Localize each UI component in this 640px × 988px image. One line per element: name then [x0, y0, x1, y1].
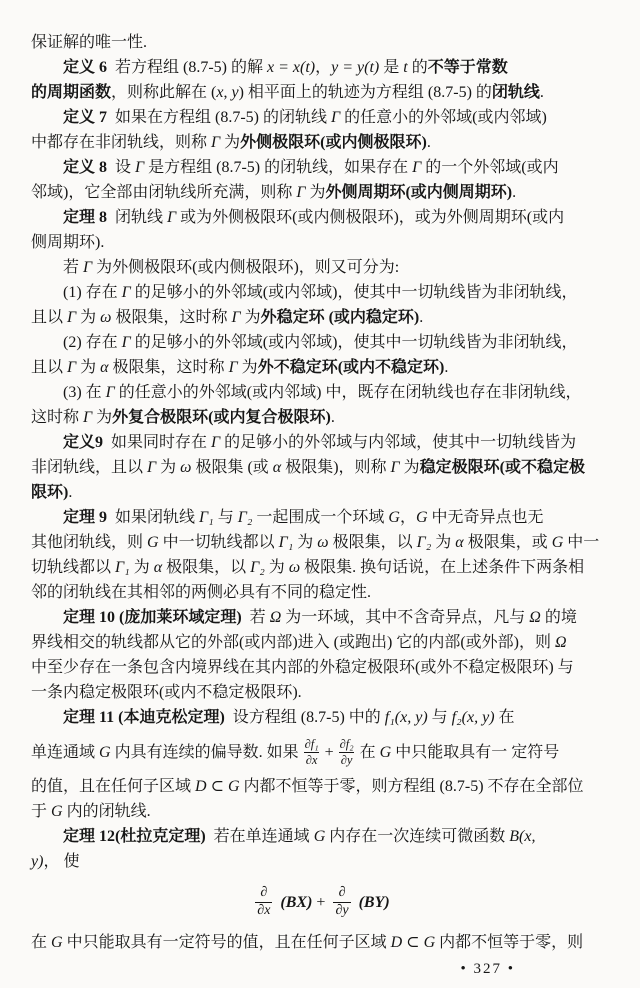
text-segment: Γ	[167, 209, 177, 226]
fraction: $\frac{\partial}{\partial y}$	[335, 885, 349, 918]
text-segment: Γ	[83, 259, 93, 276]
line-thm12-2	[31, 849, 610, 874]
text-segment: α	[100, 359, 109, 376]
text-segment: 限环)	[31, 484, 69, 501]
text-segment: 非闭轨线，且以	[31, 459, 148, 476]
line-thm11-2	[31, 730, 610, 774]
text-segment: ，则称此解在 (	[111, 84, 217, 101]
text-segment: Γ	[105, 384, 115, 401]
text-segment: 保证解的唯一性.	[31, 34, 148, 51]
text-segment: .	[419, 309, 424, 326]
fraction: $\frac{\text{∂f₁}}{\partial x}$	[304, 737, 319, 767]
text-segment: Γ₁	[115, 559, 130, 576]
fraction: $\frac{\partial}{\partial x}$	[257, 885, 271, 918]
text-segment: t	[403, 59, 408, 76]
text-segment: Γ	[390, 459, 400, 476]
text-segment: 外复合极限环(或内复合极限环)	[112, 409, 331, 426]
text-segment: x = x(t)	[267, 59, 316, 76]
text-segment: 极限集，以	[162, 559, 251, 576]
text-segment: 内存在一次连续可微函数	[325, 828, 510, 845]
line-thm9-1	[31, 505, 610, 530]
text-segment: Γ	[147, 459, 157, 476]
line-def8-1	[31, 155, 610, 180]
text-segment: ， 使	[43, 853, 80, 870]
text-segment: 极限集)，则称	[281, 459, 391, 476]
text-segment: 于	[31, 803, 52, 820]
text-segment: G	[99, 743, 111, 761]
page-number: • 327 •	[460, 961, 515, 977]
text-segment: 且以	[31, 309, 68, 326]
text-segment: 定理 8	[63, 209, 108, 226]
line-dulac-formula	[31, 878, 610, 926]
text-segment: f₂(x, y)	[451, 709, 495, 726]
text-segment: Γ	[412, 159, 422, 176]
text-segment: 定理 9	[63, 509, 108, 526]
text-segment: 外侧周期环(或内侧周期环)	[325, 184, 513, 201]
text-segment: 的	[407, 59, 428, 76]
text-segment: +	[312, 893, 330, 911]
text-segment: 在	[31, 934, 52, 951]
text-segment: 或为外侧极限环(或内侧极限环)，或为外侧周期环(或内	[176, 209, 565, 226]
text-segment: 为外侧极限环(或内侧极限环)，则又可分为:	[92, 259, 400, 276]
text-segment: 的足够小的外邻域(或内邻域)，使其中一切轨线皆为非闭轨线，	[130, 284, 578, 301]
text-segment: 闭轨线	[491, 84, 540, 101]
text-segment: Γ	[211, 434, 221, 451]
text-segment: 与	[213, 509, 238, 526]
text-segment: 与	[427, 709, 452, 726]
text-segment: Ω	[529, 609, 541, 626]
text-segment: Γ	[67, 359, 77, 376]
line-thm10-1	[31, 605, 610, 630]
text-segment: 一起围成一个环域	[252, 509, 389, 526]
text-segment: ，	[399, 509, 416, 526]
text-segment: 在	[359, 743, 380, 761]
text-segment: 极限集，这时称	[111, 309, 232, 326]
text-segment: Γ	[231, 309, 241, 326]
text-segment: Γ₁	[278, 534, 294, 551]
text-segment: (BX)	[280, 893, 313, 911]
text-segment: 的值，且在任何子区域	[31, 778, 196, 795]
line-def8-2	[31, 180, 610, 205]
text-segment: 定理 12(杜拉克定理)	[63, 828, 206, 845]
line-def6-2	[31, 80, 610, 105]
text-segment: .	[444, 359, 449, 376]
text-segment: G	[51, 803, 63, 820]
text-segment: y = y(t)	[331, 59, 380, 76]
text-segment: 且以	[31, 359, 68, 376]
text-segment: 是方程组 (8.7-5) 的闭轨线，如果存在	[144, 159, 413, 176]
text-segment: G	[551, 534, 564, 551]
text-segment: G	[379, 743, 392, 761]
text-segment: 定义 7	[63, 109, 108, 126]
text-segment: 中无奇异点也无	[427, 509, 544, 526]
line-thm8-2	[31, 230, 610, 255]
line-case3-1	[31, 380, 610, 405]
text-segment: 的任意小的外邻域(或内邻域)	[340, 109, 547, 126]
text-segment: 稳定极限环(或不稳定极	[419, 459, 585, 476]
text-segment: 内具有连续的偏导数. 如果	[110, 743, 299, 761]
page-content	[31, 30, 610, 955]
text-segment: Γ	[135, 159, 145, 176]
text-segment: 为	[220, 134, 241, 151]
line-thm10-4	[31, 680, 610, 705]
text-segment: 一条内稳定极限环(或内不稳定极限环).	[31, 684, 302, 701]
text-segment: ω	[288, 559, 301, 576]
text-segment: 如果闭轨线	[107, 509, 200, 526]
text-segment: 外稳定环 (或内稳定环)	[260, 309, 420, 326]
line-case1-1	[31, 280, 610, 305]
text-segment: 若	[241, 609, 270, 626]
text-segment: 为	[264, 559, 289, 576]
text-segment: y	[231, 84, 239, 101]
text-segment: 极限集，这时称	[108, 359, 229, 376]
text-segment: 若在单连通域	[205, 828, 314, 845]
line-def6-1	[31, 55, 610, 80]
text-segment: ω	[100, 309, 112, 326]
text-segment: 设	[107, 159, 136, 176]
line-thm11-3	[31, 774, 610, 799]
text-segment: .	[68, 484, 73, 501]
text-segment: 的足够小的外邻域(或内邻域)，使其中一切轨线皆为非闭轨线，	[130, 334, 578, 351]
text-segment: 是	[379, 59, 404, 76]
text-segment: Γ₂	[250, 559, 265, 576]
text-segment: B(x,	[509, 828, 536, 845]
text-segment: (3) 在	[63, 384, 106, 401]
text-segment: 为一环域，其中不含奇异点，凡与	[281, 609, 530, 626]
line-uniqueness-end	[31, 30, 610, 55]
text-segment: 为	[399, 459, 420, 476]
text-segment: 中一切轨线都以	[158, 534, 279, 551]
text-segment: 侧周期环).	[31, 234, 105, 251]
text-segment: 为	[76, 359, 101, 376]
line-thm9-4	[31, 580, 610, 605]
text-segment: Γ	[296, 184, 306, 201]
text-segment: 若	[63, 259, 84, 276]
text-segment: 内都不恒等于零，则方程组 (8.7-5) 不存在全部位	[239, 778, 584, 795]
text-segment: 极限集，或	[463, 534, 552, 551]
text-segment: Γ₂	[237, 509, 253, 526]
line-thm12-1	[31, 824, 610, 849]
text-segment: 中只能取具有一 定符号	[391, 743, 560, 761]
text-segment: .	[330, 409, 335, 426]
text-segment: (2) 存在	[63, 334, 122, 351]
text-segment: G	[313, 828, 326, 845]
line-classify-intro	[31, 255, 610, 280]
text-segment: Γ	[121, 334, 131, 351]
text-segment: y)	[31, 853, 44, 870]
text-segment: 如果同时存在	[103, 434, 212, 451]
line-thm11-1	[31, 705, 610, 730]
text-segment: 为	[293, 534, 318, 551]
line-thm11-4	[31, 799, 610, 824]
text-segment: Γ	[67, 309, 77, 326]
text-segment: α	[272, 459, 282, 476]
text-segment: 定理 10 (庞加莱环域定理)	[63, 609, 242, 626]
line-thm8-1	[31, 205, 610, 230]
text-segment: 定理 11 (本迪克松定理)	[63, 709, 225, 726]
text-segment: 的一个外邻域(或内	[421, 159, 559, 176]
text-segment: G	[423, 934, 436, 951]
text-segment: 定义9	[63, 434, 104, 451]
text-segment: G	[147, 534, 159, 551]
text-segment: ) 相平面上的轨迹为方程组 (8.7-5) 的	[238, 84, 492, 101]
text-segment: f₁(x, y)	[384, 709, 428, 726]
text-segment: 中都存在非闭轨线，则称	[31, 134, 212, 151]
line-def7-2	[31, 130, 610, 155]
text-segment: ,	[223, 84, 232, 101]
text-segment: Γ	[211, 134, 221, 151]
text-segment: 中至少存在一条包含内境界线在其内部的外稳定极限环(或外不稳定极限环) 与	[31, 659, 574, 676]
text-segment: +	[324, 743, 334, 761]
text-segment: 如果在方程组 (8.7-5) 的闭轨线	[107, 109, 332, 126]
line-case2-1	[31, 330, 610, 355]
text-segment: 外不稳定环(或内不稳定环)	[257, 359, 445, 376]
text-segment: x	[216, 84, 224, 101]
text-segment: D	[195, 778, 207, 795]
text-segment: ⊂	[402, 934, 424, 951]
text-segment: 极限集，以	[328, 534, 417, 551]
text-segment: 中一	[563, 534, 600, 551]
text-segment: 内的闭轨线.	[62, 803, 151, 820]
text-segment: 邻的闭轨线在其相邻的两侧必具有不同的稳定性.	[31, 584, 372, 601]
text-segment: D	[390, 934, 403, 951]
text-segment: G	[227, 778, 240, 795]
text-segment: (1) 存在	[63, 284, 122, 301]
text-segment: G	[51, 934, 63, 951]
text-segment: Γ₁	[199, 509, 214, 526]
text-segment: 的任意小的外邻域(或内邻域) 中，既存在闭轨线也存在非闭轨线，	[114, 384, 582, 401]
text-segment: 为	[129, 559, 154, 576]
line-thm10-2	[31, 630, 610, 655]
line-thm10-3	[31, 655, 610, 680]
text-segment: .	[426, 134, 431, 151]
text-segment: 定义 6	[63, 59, 108, 76]
text-segment: ，	[315, 59, 332, 76]
text-segment: 外侧极限环(或内侧极限环)	[240, 134, 427, 151]
text-segment: 极限集. 换句话说，在上述条件下两条相	[300, 559, 585, 576]
text-segment: ⊂	[206, 778, 228, 795]
text-segment: .	[539, 84, 544, 101]
text-segment: α	[153, 559, 163, 576]
line-thm12-3	[31, 930, 610, 955]
text-segment: Γ₂	[416, 534, 432, 551]
text-segment: 其他闭轨线，则	[31, 534, 148, 551]
text-segment: 极限集 (或	[191, 459, 273, 476]
text-segment: 为	[92, 409, 113, 426]
text-segment: 不等于常数	[427, 59, 508, 76]
text-segment: 设方程组 (8.7-5) 中的	[224, 709, 385, 726]
text-segment: .	[512, 184, 517, 201]
line-thm9-2	[31, 530, 610, 555]
line-case2-2	[31, 355, 610, 380]
line-def9-2	[31, 455, 610, 480]
text-segment: 为	[431, 534, 456, 551]
line-def7-1	[31, 105, 610, 130]
text-segment: 的境	[540, 609, 577, 626]
text-segment: G	[415, 509, 428, 526]
line-case1-2	[31, 305, 610, 330]
text-segment: Γ	[83, 409, 93, 426]
text-segment: 这时称	[31, 409, 84, 426]
line-thm9-3	[31, 555, 610, 580]
text-segment: 为	[237, 359, 258, 376]
text-segment: (BY)	[358, 893, 390, 911]
text-segment: Ω	[269, 609, 282, 626]
text-segment: 内都不恒等于零，则	[435, 934, 584, 951]
text-segment: Γ	[121, 284, 131, 301]
text-segment: Γ	[331, 109, 341, 126]
line-def9-3	[31, 480, 610, 505]
text-segment: ω	[180, 459, 192, 476]
text-segment: 在	[494, 709, 515, 726]
text-segment: Γ	[228, 359, 238, 376]
text-segment: 为	[240, 309, 261, 326]
text-segment: 界线相交的轨线都从它的外部(或内部)进入 (或跑出) 它的内部(或外部)，则	[31, 634, 555, 651]
fraction: $\frac{\text{∂f₂}}{\partial y}$	[339, 737, 354, 767]
text-segment: 的周期函数	[31, 84, 112, 101]
text-segment: G	[388, 509, 400, 526]
text-segment: ω	[317, 534, 329, 551]
text-segment: 单连通域	[31, 743, 100, 761]
text-segment: α	[455, 534, 464, 551]
text-segment: Ω	[554, 634, 567, 651]
text-segment: 中只能取具有一定符号的值，且在任何子区域	[62, 934, 391, 951]
line-case3-2	[31, 405, 610, 430]
line-def9-1	[31, 430, 610, 455]
text-segment: 切轨线都以	[31, 559, 116, 576]
text-segment: 的足够小的外邻域与内邻域，使其中一切轨线皆为	[220, 434, 577, 451]
text-segment: 为	[76, 309, 101, 326]
text-segment: 定义 8	[63, 159, 108, 176]
text-segment: 邻域)，它全部由闭轨线所充满，则称	[31, 184, 297, 201]
text-segment: 为	[305, 184, 326, 201]
text-segment: 为	[156, 459, 181, 476]
text-segment: 若方程组 (8.7-5) 的解	[107, 59, 268, 76]
text-segment: 闭轨线	[107, 209, 168, 226]
